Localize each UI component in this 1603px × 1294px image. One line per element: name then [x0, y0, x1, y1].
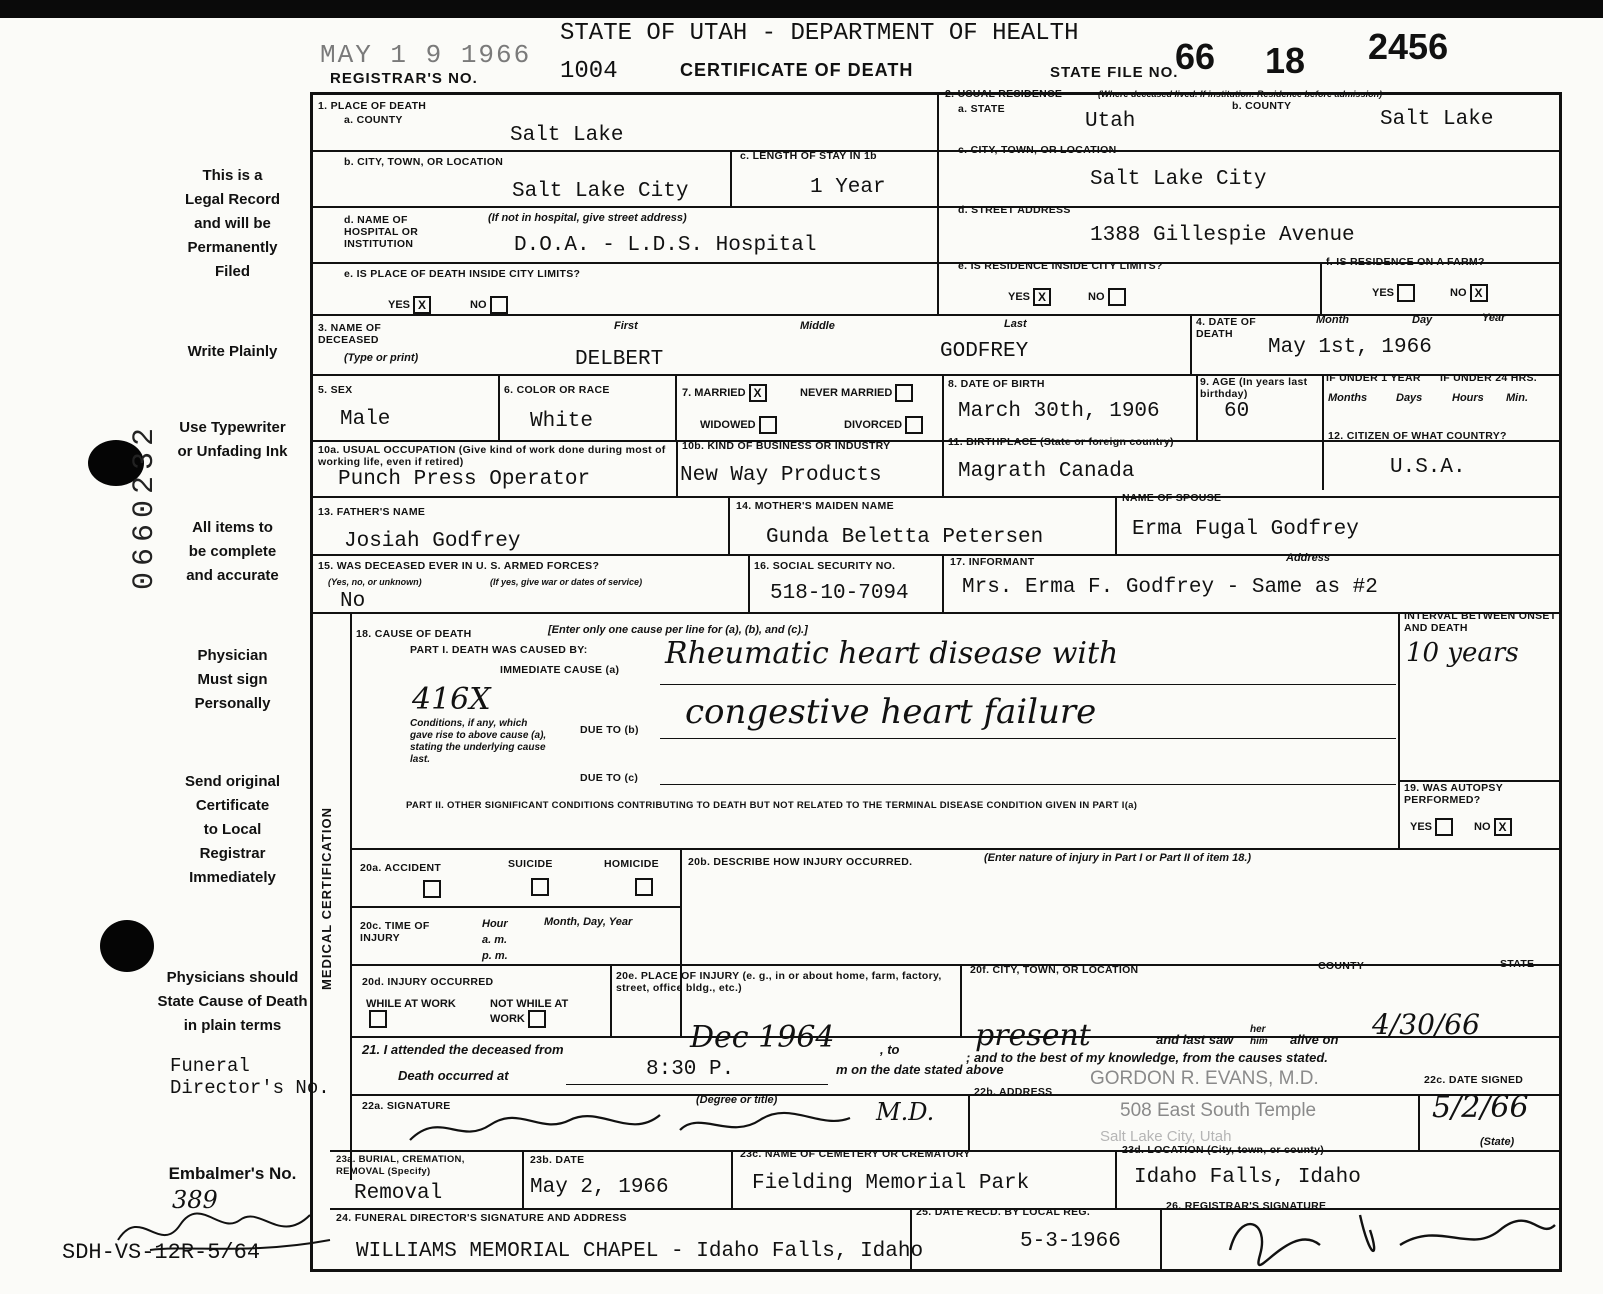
physician-stamp: GORDON R. EVANS, M.D. — [1090, 1068, 1319, 1089]
divider — [1320, 262, 1322, 314]
scan-top-border — [0, 0, 1603, 18]
last-name-value: GODFREY — [940, 340, 1029, 363]
informant-address-label: Address — [1286, 552, 1331, 564]
occupation-value: Punch Press Operator — [338, 468, 591, 491]
divider — [1115, 1150, 1117, 1208]
street-value: 1388 Gillespie Avenue — [1090, 224, 1355, 247]
suicide-label: SUICIDE — [508, 858, 553, 870]
punch-hole — [100, 920, 154, 972]
occupation-label: 10a. USUAL OCCUPATION (Give kind of work done during most of working life, even if retired) — [318, 444, 666, 468]
answer-line — [566, 1084, 828, 1085]
divider — [1322, 374, 1324, 490]
stay-label: c. LENGTH OF STAY IN 1b — [740, 150, 877, 162]
res-city-value: Salt Lake City — [1090, 168, 1267, 191]
registrar-signature — [1220, 1200, 1560, 1270]
injury-city-label: 20f. CITY, TOWN, OR LOCATION — [970, 964, 1139, 976]
date-received-value: 5-3-1966 — [1020, 1230, 1121, 1253]
divider — [1196, 374, 1198, 440]
min-label: Min. — [1506, 392, 1528, 404]
business-label: 10b. KIND OF BUSINESS OR INDUSTRY — [682, 440, 891, 452]
armed-value: No — [340, 590, 366, 613]
immediate-cause-value: Rheumatic heart disease with — [665, 636, 1119, 671]
divider — [942, 374, 944, 440]
res-state-label: a. STATE — [958, 103, 1005, 115]
res-limits-no[interactable]: NO — [1088, 288, 1126, 306]
attended-from-value: Dec 1964 — [690, 1020, 835, 1055]
age-label: 9. AGE (In years last birthday) — [1200, 376, 1308, 400]
hospital-note: (If not in hospital, give street address) — [488, 212, 687, 224]
cause-label: 18. CAUSE OF DEATH — [356, 628, 472, 640]
divider — [748, 554, 750, 612]
divider — [942, 440, 944, 496]
days-label: Days — [1396, 392, 1423, 404]
farm-label: f. IS RESIDENCE ON A FARM? — [1326, 256, 1485, 268]
res-county-value: Salt Lake — [1380, 108, 1494, 131]
has-him-label: her him — [1250, 1024, 1268, 1047]
autopsy-yes[interactable]: YES — [1410, 818, 1453, 836]
place-limits-no[interactable]: NO — [470, 296, 508, 314]
divider — [310, 150, 1562, 152]
divider — [310, 496, 1562, 498]
divider — [350, 964, 1562, 966]
serial-number: 0660232 — [128, 421, 162, 590]
to-label: , to — [880, 1042, 900, 1057]
typewriter-note: Use Typewriter or Unfading Ink — [177, 419, 288, 460]
race-label: 6. COLOR OR RACE — [504, 384, 610, 396]
divider — [610, 964, 612, 1036]
date-received-label: 25. DATE RECD. BY LOCAL REG. — [916, 1206, 1091, 1218]
divider — [680, 848, 682, 1036]
under-1-year: IF UNDER 1 YEAR — [1326, 372, 1421, 384]
alive-on-value: 4/30/66 — [1372, 1008, 1480, 1041]
father-label: 13. FATHER'S NAME — [318, 506, 426, 518]
signature-label: 22a. SIGNATURE — [362, 1100, 451, 1112]
complete-note: All items to be complete and accurate — [186, 519, 279, 584]
type-or-print: (Type or print) — [344, 352, 419, 364]
divider — [676, 440, 678, 496]
received-stamp: MAY 1 9 1966 — [320, 40, 532, 70]
name-label: 3. NAME OF DECEASED — [318, 322, 382, 346]
accident-box[interactable] — [420, 880, 441, 898]
mother-value: Gunda Beletta Petersen — [766, 526, 1044, 549]
file-no-district: 18 — [1265, 40, 1306, 81]
cause-code: 416X — [412, 682, 491, 717]
registrar-label: REGISTRAR'S NO. — [330, 70, 478, 87]
divider — [350, 1094, 1562, 1096]
funeral-director-label: 24. FUNERAL DIRECTOR'S SIGNATURE AND ADDRESS — [336, 1212, 627, 1224]
divider — [1398, 612, 1400, 848]
divorced-box[interactable]: DIVORCED — [844, 416, 923, 434]
accident-label: 20a. ACCIDENT — [360, 862, 442, 874]
widowed-box[interactable]: WIDOWED — [700, 416, 777, 434]
citizen-value: U.S.A. — [1390, 456, 1466, 479]
certificate-title: CERTIFICATE OF DEATH — [680, 60, 914, 80]
farm-no[interactable]: NO X — [1450, 284, 1488, 302]
divider — [522, 1150, 524, 1208]
age-value: 60 — [1224, 400, 1250, 423]
married-box[interactable]: 7. MARRIED X — [682, 384, 767, 402]
spouse-label: NAME OF SPOUSE — [1122, 492, 1222, 504]
city-value: Salt Lake City — [512, 180, 689, 203]
homicide-label: HOMICIDE — [604, 858, 659, 870]
page-title: STATE OF UTAH - DEPARTMENT OF HEALTH — [560, 20, 1079, 47]
funeral-director-value: WILLIAMS MEMORIAL CHAPEL - Idaho Falls, Idaho — [356, 1240, 924, 1263]
registrar-no: 1004 — [560, 58, 618, 85]
registrar-signature-label: 26. REGISTRAR'S SIGNATURE — [1166, 1200, 1327, 1212]
divider — [310, 314, 1562, 316]
date-signed-value: 5/2/66 — [1432, 1090, 1529, 1125]
citizen-label: 12. CITIZEN OF WHAT COUNTRY? — [1328, 430, 1507, 442]
usual-residence-note: (Where deceased lived. If institution: Residence before admission) — [1098, 89, 1383, 99]
divider — [310, 554, 1562, 556]
signature-degree: M.D. — [876, 1098, 935, 1126]
divider — [731, 1150, 733, 1208]
sex-label: 5. SEX — [318, 384, 353, 396]
cemetery-value: Fielding Memorial Park — [752, 1172, 1030, 1195]
physician-city: Salt Lake City, Utah — [1100, 1128, 1232, 1145]
knowledge-text: ; and to the best of my knowledge, from the causes stated. — [966, 1050, 1328, 1065]
spouse-value: Erma Fugal Godfrey — [1132, 518, 1359, 541]
divider — [968, 1094, 970, 1150]
divider — [1190, 314, 1192, 374]
divider — [937, 92, 939, 314]
first-name-value: DELBERT — [575, 348, 664, 371]
suicide-box[interactable] — [528, 878, 549, 896]
pm-label: p. m. — [482, 950, 508, 962]
due-to-b-label: DUE TO (b) — [580, 724, 639, 736]
ssn-value: 518-10-7094 — [770, 582, 909, 605]
place-of-death-label: 1. PLACE OF DEATH — [318, 100, 427, 112]
injury-occurred-label: 20d. INJURY OCCURRED — [362, 976, 494, 988]
degree-label: (Degree or title) — [696, 1094, 778, 1106]
state-file-label: STATE FILE NO. — [1050, 64, 1179, 81]
due-to-c-label: DUE TO (c) — [580, 772, 639, 784]
death-occurred-label: Death occurred at — [398, 1068, 509, 1083]
informant-value: Mrs. Erma F. Godfrey - Same as #2 — [962, 576, 1378, 599]
state-paren-label: (State) — [1480, 1136, 1515, 1148]
county-label: a. COUNTY — [344, 114, 403, 126]
place-limits-yes[interactable]: YES X — [388, 296, 431, 314]
divider — [675, 374, 677, 440]
months-label: Months — [1328, 392, 1368, 404]
location-label: 23d. LOCATION (City, town, or county) — [1122, 1144, 1325, 1156]
date-of-death-label: 4. DATE OF DEATH — [1196, 316, 1256, 340]
usual-residence-label: 2. USUAL RESIDENCE — [945, 88, 1063, 100]
ssn-label: 16. SOCIAL SECURITY NO. — [754, 560, 896, 572]
part-1-label: PART I. DEATH WAS CAUSED BY: — [410, 644, 588, 656]
divider — [1418, 1094, 1420, 1150]
business-value: New Way Products — [680, 464, 882, 487]
funeral-director-no-label: Funeral Director's No. — [170, 1055, 330, 1099]
divider — [350, 906, 680, 908]
cause-note: [Enter only one cause per line for (a), (b), and (c).] — [548, 624, 808, 636]
city-limits-label: e. IS PLACE OF DEATH INSIDE CITY LIMITS? — [344, 268, 581, 280]
date-23b-label: 23b. DATE — [530, 1154, 585, 1166]
not-while-at-work-box[interactable]: NOT WHILE AT WORK — [490, 998, 600, 1028]
conditions-note: Conditions, if any, which gave rise to above cause (a), stating the underlying cause last. — [410, 718, 547, 765]
physician-address: 508 East South Temple — [1120, 1100, 1317, 1121]
autopsy-label: 19. WAS AUTOPSY PERFORMED? — [1404, 782, 1503, 806]
immediate-cause-label: IMMEDIATE CAUSE (a) — [500, 664, 620, 676]
divider — [498, 374, 500, 440]
file-no-number: 2456 — [1368, 26, 1449, 67]
answer-line — [660, 738, 1396, 739]
informant-label: 17. INFORMANT — [950, 556, 1035, 568]
armed-note: (Yes, no, or unknown) — [328, 577, 422, 587]
county-value: Salt Lake — [510, 124, 624, 147]
part-2-label: PART II. OTHER SIGNIFICANT CONDITIONS CONTRIBUTING TO DEATH BUT NOT RELATED TO THE TERMINAL DISEASE CONDITION GIVEN IN PART I(a) — [406, 800, 1138, 811]
armed-note-2: (If yes, give war or dates of service) — [490, 577, 643, 587]
sex-value: Male — [340, 408, 391, 431]
homicide-box[interactable] — [632, 878, 653, 896]
address-22b-label: 22b. ADDRESS — [974, 1086, 1053, 1098]
res-state-value: Utah — [1085, 110, 1136, 133]
divider — [350, 848, 1562, 850]
date-signed-label: 22c. DATE SIGNED — [1424, 1074, 1524, 1086]
write-plainly-note: Write Plainly — [187, 343, 278, 360]
last-label: Last — [1004, 318, 1027, 330]
birthplace-value: Magrath Canada — [958, 460, 1135, 483]
injury-county-label: COUNTY — [1318, 960, 1365, 972]
describe-injury-label: 20b. DESCRIBE HOW INJURY OCCURRED. — [688, 856, 913, 868]
interval-value: 10 years — [1406, 638, 1519, 668]
send-original-note: Send original Certificate to Local Registrar Immediately — [184, 773, 280, 886]
never-married-box[interactable]: NEVER MARRIED — [800, 384, 913, 402]
dob-label: 8. DATE OF BIRTH — [948, 378, 1045, 390]
first-label: First — [614, 320, 638, 332]
last-saw-label: and last saw — [1156, 1032, 1234, 1047]
race-value: White — [530, 410, 594, 433]
date-23b-value: May 2, 1966 — [530, 1176, 669, 1199]
disposition-label: 23a. BURIAL, CREMATION, REMOVAL (Specify) — [336, 1154, 465, 1177]
res-county-label: b. COUNTY — [1232, 100, 1292, 112]
stay-value: 1 Year — [810, 176, 886, 199]
medical-certification-label: MEDICAL CERTIFICATION — [319, 806, 334, 990]
divider — [310, 206, 1562, 208]
birthplace-label: 11. BIRTHPLACE (State or foreign country) — [948, 436, 1174, 448]
interval-label: INTERVAL BETWEEN ONSET AND DEATH — [1404, 610, 1557, 634]
year-label: Year — [1482, 312, 1506, 324]
due-to-b-value: congestive heart failure — [685, 692, 1097, 732]
death-time-value: 8:30 P. — [646, 1058, 735, 1081]
file-no-year: 66 — [1175, 36, 1216, 77]
describe-injury-note: (Enter nature of injury in Part I or Part II of item 18.) — [984, 852, 1252, 864]
day-label: Day — [1412, 314, 1433, 326]
attended-label: 21. I attended the deceased from — [362, 1042, 564, 1057]
embalmer-no-label: Embalmer's No. — [168, 1164, 297, 1183]
city-label: b. CITY, TOWN, OR LOCATION — [344, 156, 504, 168]
res-city-label: c. CITY, TOWN, OR LOCATION — [958, 144, 1117, 156]
divider — [730, 150, 732, 206]
under-24-hrs: IF UNDER 24 HRS. — [1440, 372, 1537, 384]
middle-label: Middle — [800, 320, 835, 332]
location-value: Idaho Falls, Idaho — [1134, 1166, 1361, 1189]
place-of-injury-label: 20e. PLACE OF INJURY (e. g., in or about home, farm, factory, street, office bldg., etc.) — [616, 970, 942, 994]
on-date-label: m on the date stated above — [836, 1062, 1004, 1077]
hospital-label: d. NAME OF HOSPITAL OR INSTITUTION — [344, 214, 419, 250]
mdy-label: Month, Day, Year — [544, 916, 633, 928]
divider — [310, 612, 1562, 614]
hospital-value: D.O.A. - L.D.S. Hospital — [514, 234, 817, 257]
cemetery-label: 23c. NAME OF CEMETERY OR CREMATORY — [740, 1148, 971, 1160]
divider — [960, 964, 962, 1036]
attended-to-value: present — [975, 1018, 1091, 1053]
injury-state-label: STATE — [1500, 958, 1535, 970]
dob-value: March 30th, 1906 — [958, 400, 1160, 423]
disposition-value: Removal — [354, 1182, 443, 1205]
answer-line — [660, 684, 1396, 685]
divider — [942, 554, 944, 612]
father-value: Josiah Godfrey — [344, 530, 521, 553]
hour-label: Hour — [482, 918, 508, 930]
divider — [1115, 496, 1117, 554]
plain-terms-note: Physicians should State Cause of Death in plain terms — [157, 969, 308, 1034]
am-label: a. m. — [482, 934, 508, 946]
divider — [728, 496, 730, 554]
embalmer-no-value: 389 — [172, 1186, 218, 1214]
legal-record-note: This is a Legal Record and will be Permanently Filed — [184, 167, 281, 280]
while-at-work-box[interactable]: WHILE AT WORK — [366, 998, 462, 1028]
month-label: Month — [1316, 314, 1349, 326]
time-of-injury-label: 20c. TIME OF INJURY — [360, 920, 430, 944]
physician-signature — [400, 1100, 920, 1150]
res-city-limits-label: e. IS RESIDENCE INSIDE CITY LIMITS? — [958, 260, 1163, 272]
date-of-death-value: May 1st, 1966 — [1268, 336, 1432, 359]
mother-label: 14. MOTHER'S MAIDEN NAME — [736, 500, 894, 512]
physician-sign-note: Physician Must sign Personally — [194, 647, 271, 712]
res-limits-yes[interactable]: YES X — [1008, 288, 1051, 306]
form-code: SDH-VS-12R-5/64 — [62, 1240, 261, 1265]
hours-label: Hours — [1452, 392, 1484, 404]
farm-yes[interactable]: YES — [1372, 284, 1415, 302]
street-label: d. STREET ADDRESS — [958, 204, 1071, 216]
armed-forces-label: 15. WAS DECEASED EVER IN U. S. ARMED FORCES? — [318, 560, 600, 572]
alive-on-label: alive on — [1290, 1032, 1339, 1047]
autopsy-no[interactable]: NO X — [1474, 818, 1512, 836]
answer-line — [660, 784, 1396, 785]
divider — [1160, 1208, 1162, 1272]
